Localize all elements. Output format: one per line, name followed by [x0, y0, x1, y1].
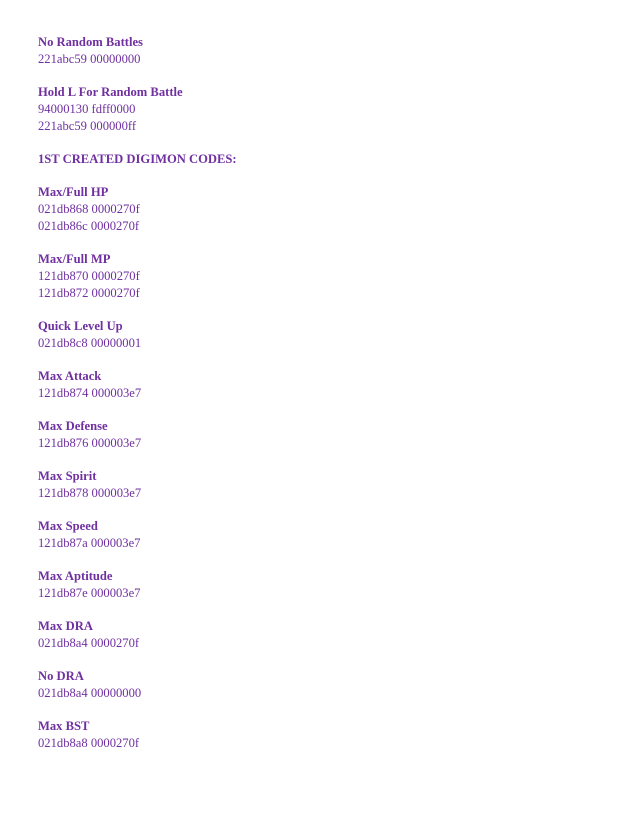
- section-title: No DRA: [38, 669, 84, 683]
- section-title: Max Attack: [38, 369, 102, 383]
- code-section: [38, 418, 598, 452]
- section-title: Max DRA: [38, 619, 93, 633]
- section-title: Max Defense: [38, 419, 108, 433]
- code-line: 021db8a4 00000000: [38, 686, 142, 700]
- code-section: [38, 618, 598, 652]
- code-section: [38, 184, 598, 235]
- code-section: [38, 34, 598, 68]
- code-line: 121db878 000003e7: [38, 486, 142, 500]
- code-section: [38, 84, 598, 135]
- section-title: Max Spirit: [38, 469, 97, 483]
- code-section: [38, 251, 598, 302]
- code-section: [38, 368, 598, 402]
- code-line: 021db8c8 00000001: [38, 336, 142, 350]
- section-title: 1ST CREATED DIGIMON CODES:: [38, 152, 237, 166]
- section-title: Max BST: [38, 719, 90, 733]
- section-title: Max/Full HP: [38, 185, 109, 199]
- code-section: [38, 718, 598, 752]
- section-title: Max/Full MP: [38, 252, 111, 266]
- code-line: 121db87a 000003e7: [38, 536, 141, 550]
- section-title: Hold L For Random Battle: [38, 85, 183, 99]
- code-section-heading: [38, 151, 598, 168]
- section-title: No Random Battles: [38, 35, 143, 49]
- code-section: [38, 518, 598, 552]
- code-section: [38, 668, 598, 702]
- code-line: 121db870 0000270f: [38, 269, 140, 283]
- code-line: 221abc59 00000000: [38, 52, 141, 66]
- code-line: 221abc59 000000ff: [38, 119, 137, 133]
- section-title: Max Speed: [38, 519, 98, 533]
- code-line: 021db86c 0000270f: [38, 219, 140, 233]
- code-line: 121db876 000003e7: [38, 436, 142, 450]
- code-line: 021db8a4 0000270f: [38, 636, 140, 650]
- code-line: 021db868 0000270f: [38, 202, 140, 216]
- section-title: Quick Level Up: [38, 319, 123, 333]
- code-line: 121db874 000003e7: [38, 386, 142, 400]
- code-line: 121db872 0000270f: [38, 286, 140, 300]
- document-body: [38, 34, 598, 768]
- code-section: [38, 468, 598, 502]
- code-line: 94000130 fdff0000: [38, 102, 136, 116]
- code-section: [38, 568, 598, 602]
- code-line: 021db8a8 0000270f: [38, 736, 140, 750]
- code-line: 121db87e 000003e7: [38, 586, 141, 600]
- section-title: Max Aptitude: [38, 569, 113, 583]
- code-section: [38, 318, 598, 352]
